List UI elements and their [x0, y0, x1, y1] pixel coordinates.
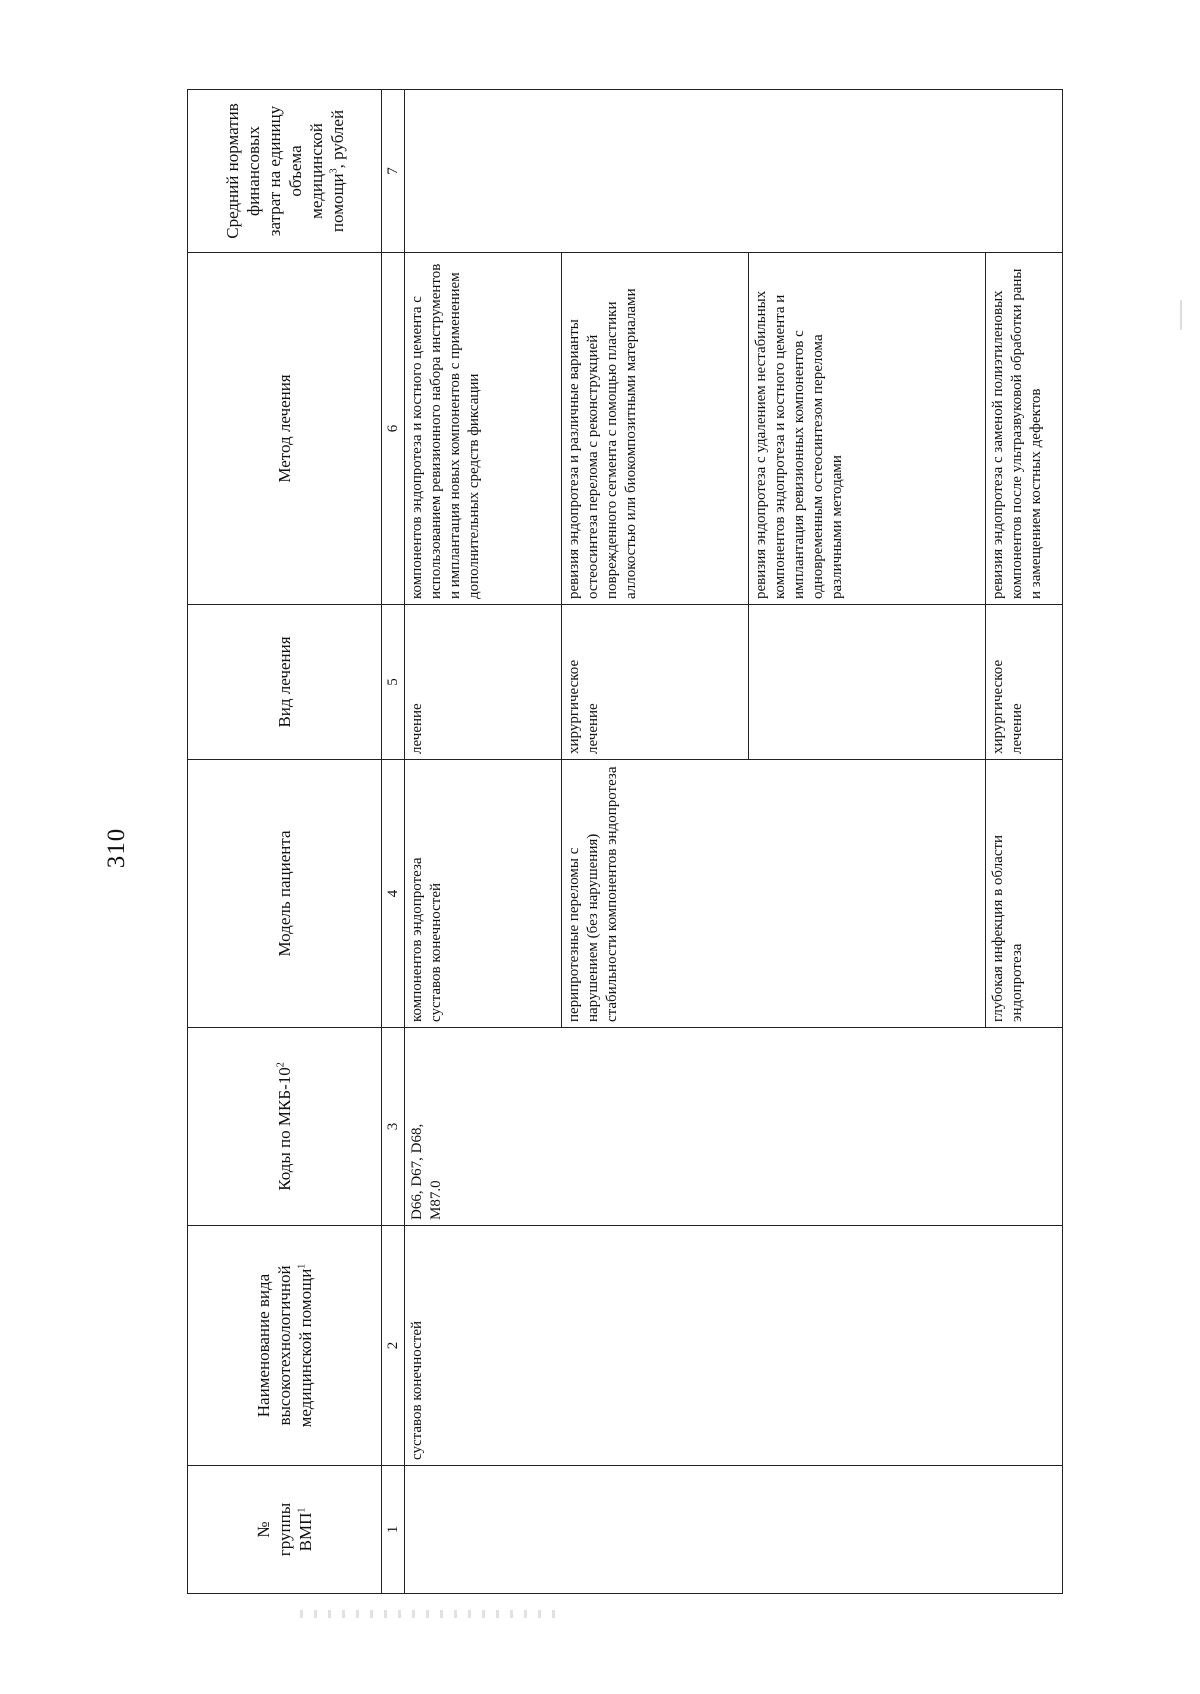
column-number-row	[382, 90, 405, 1594]
patient-model-cell: глубокая инфекция в области эндопротеза	[986, 760, 1063, 1028]
icd10-cell	[562, 1028, 749, 1226]
cost-cell	[405, 90, 562, 253]
group-number-cell	[986, 1466, 1063, 1594]
treatment-method-cell: ревизия эндопротеза с заменой полиэтиленовых компонентов после ультразвуковой обработки раны и замещением костных дефектов	[986, 253, 1063, 605]
care-type-cell: суставов конечностей	[405, 1226, 562, 1466]
treatment-method-cell: компонентов эндопротеза и костного цемента с использованием ревизионного набора инструментов и имплантация новых компонентов с применением дополнительных средств фиксации	[405, 253, 562, 605]
icd10-cell	[749, 1028, 986, 1226]
table-row	[749, 90, 986, 1594]
header-treatment-type: Вид лечения	[188, 605, 382, 760]
page-number: 310	[103, 827, 130, 869]
group-number-cell	[405, 1466, 562, 1594]
group-number-cell	[562, 1466, 749, 1594]
table-row	[562, 90, 749, 1594]
column-number: 5	[382, 605, 405, 760]
column-number: 1	[382, 1466, 405, 1594]
icd10-cell	[986, 1028, 1063, 1226]
vmp-table-rotated	[187, 90, 1044, 1594]
header-icd10-codes: Коды по МКБ-$10^2$	[188, 1028, 382, 1226]
treatment-type-cell	[749, 605, 986, 760]
scan-noise	[300, 1610, 560, 1618]
header-patient-model: Модель пациента	[188, 760, 382, 1028]
header-row	[188, 90, 382, 1594]
header-group-number: № группы ВМП$^1$	[188, 1466, 382, 1594]
header-cost-standard: Средний норматив финансовых затрат на единицу объема медицинской помощи$^3$, рублей	[188, 90, 382, 253]
column-number: 7	[382, 90, 405, 253]
treatment-type-cell: хирургическое лечение	[562, 605, 749, 760]
care-type-cell	[562, 1226, 749, 1466]
column-number: 3	[382, 1028, 405, 1226]
treatment-method-cell: ревизия эндопротеза и различные варианты остеосинтеза перелома с реконструкцией поврежденного сегмента с помощью пластики аллокостью или биокомпозитными материалами	[562, 253, 749, 605]
cost-cell	[749, 90, 986, 253]
table-row	[986, 90, 1063, 1594]
patient-model-cell: компонентов эндопротеза суставов конечностей	[405, 760, 562, 1028]
care-type-cell	[986, 1226, 1063, 1466]
icd10-cell: D66, D67, D68, M87.0	[405, 1028, 562, 1226]
table-row	[405, 90, 562, 1594]
scan-artifact	[1180, 300, 1182, 330]
treatment-method-cell: ревизия эндопротеза с удалением нестабильных компонентов эндопротеза и костного цемента и имплантация ревизионных компонентов с одновременным остеосинтезом перелома различными методами	[749, 253, 986, 605]
cost-cell	[986, 90, 1063, 253]
cost-cell	[562, 90, 749, 253]
treatment-type-cell: лечение	[405, 605, 562, 760]
column-number: 4	[382, 760, 405, 1028]
patient-model-cell	[749, 760, 986, 1028]
header-treatment-method: Метод лечения	[188, 253, 382, 605]
group-number-cell	[749, 1466, 986, 1594]
treatment-type-cell: хирургическое лечение	[986, 605, 1063, 760]
patient-model-cell: перипротезные переломы с нарушением (без нарушения) стабильности компонентов эндопротеза	[562, 760, 749, 1028]
column-number: 6	[382, 253, 405, 605]
column-number: 2	[382, 1226, 405, 1466]
header-care-type-name: Наименование вида высокотехнологичной медицинской помощи$^1$	[188, 1226, 382, 1466]
care-type-cell	[749, 1226, 986, 1466]
vmp-table	[187, 89, 1063, 1594]
